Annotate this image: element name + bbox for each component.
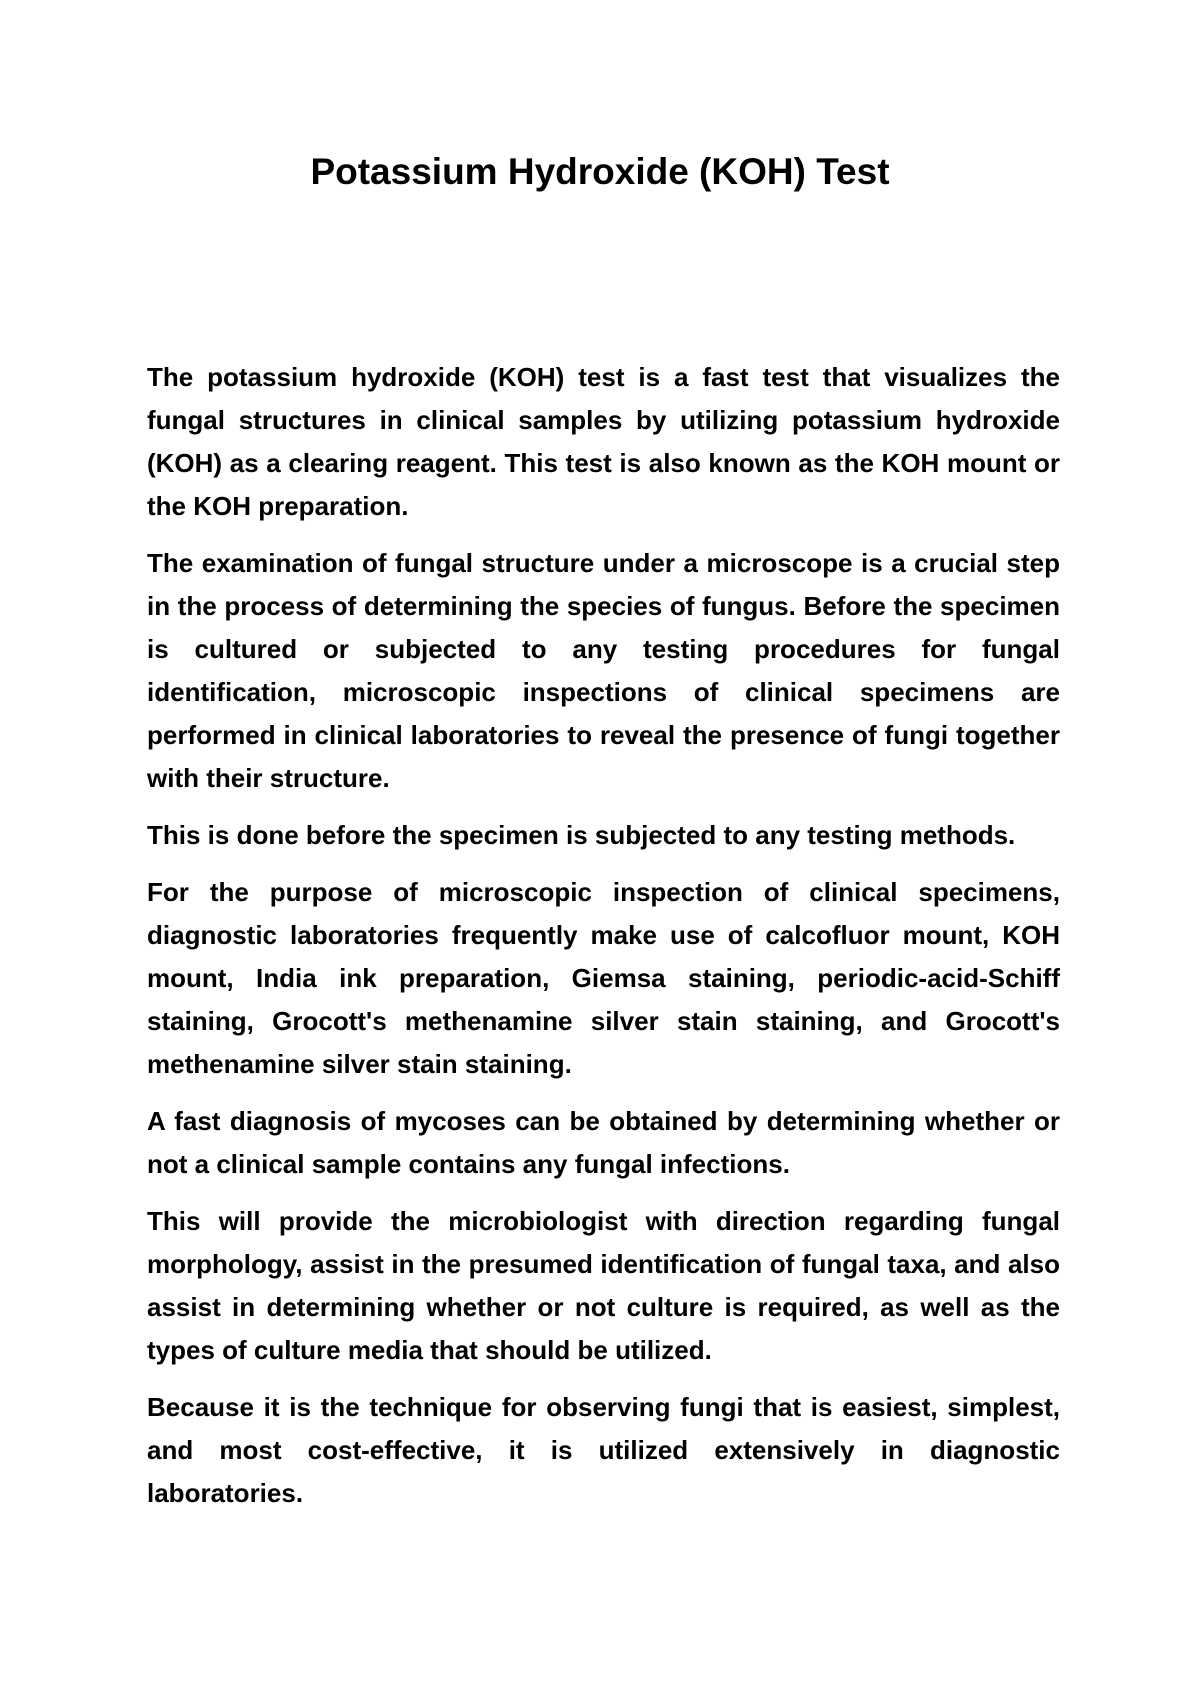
paragraph-staining-methods: For the purpose of microscopic inspection of clinical specimens, diagnostic laboratories frequently make use of calcofluor mount, KOH mount, India ink preparation, Giemsa staining, periodic-acid-Schiff staining, Grocott's methenamine silver stain staining, and Grocott's methenamine silver stain staining. (147, 877, 1060, 1079)
paragraph-before-testing: This is done before the specimen is subjected to any testing methods. (147, 820, 1016, 850)
paragraph-fast-diagnosis: A fast diagnosis of mycoses can be obtained by determining whether or not a clinical sample contains any fungal infections. (147, 1106, 1060, 1179)
document-title: Potassium Hydroxide (KOH) Test (310, 151, 890, 192)
paragraph-microscopic-examination: The examination of fungal structure under a microscope is a crucial step in the process of determining the species of fungus. Before the specimen is cultured or subjected to any testing procedures for fungal identification, microscopic inspections of clinical specimens are performed in clinical laboratories to reveal the presence of fungi together with their structure. (147, 548, 1060, 793)
document-body (147, 356, 1060, 1529)
paragraph-koh-definition: The potassium hydroxide (KOH) test is a fast test that visualizes the fungal structures in clinical samples by utilizing potassium hydroxide (KOH) as a clearing reagent. This test is also known as the KOH mount or the KOH preparation. (147, 362, 1060, 521)
paragraph-microbiologist-direction: This will provide the microbiologist with direction regarding fungal morphology, assist in the presumed identification of fungal taxa, and also assist in determining whether or not culture is required, as well as the types of culture media that should be utilized. (147, 1206, 1060, 1365)
paragraph-cost-effective: Because it is the technique for observing fungi that is easiest, simplest, and most cost-effective, it is utilized extensively in diagnostic laboratories. (147, 1392, 1060, 1508)
